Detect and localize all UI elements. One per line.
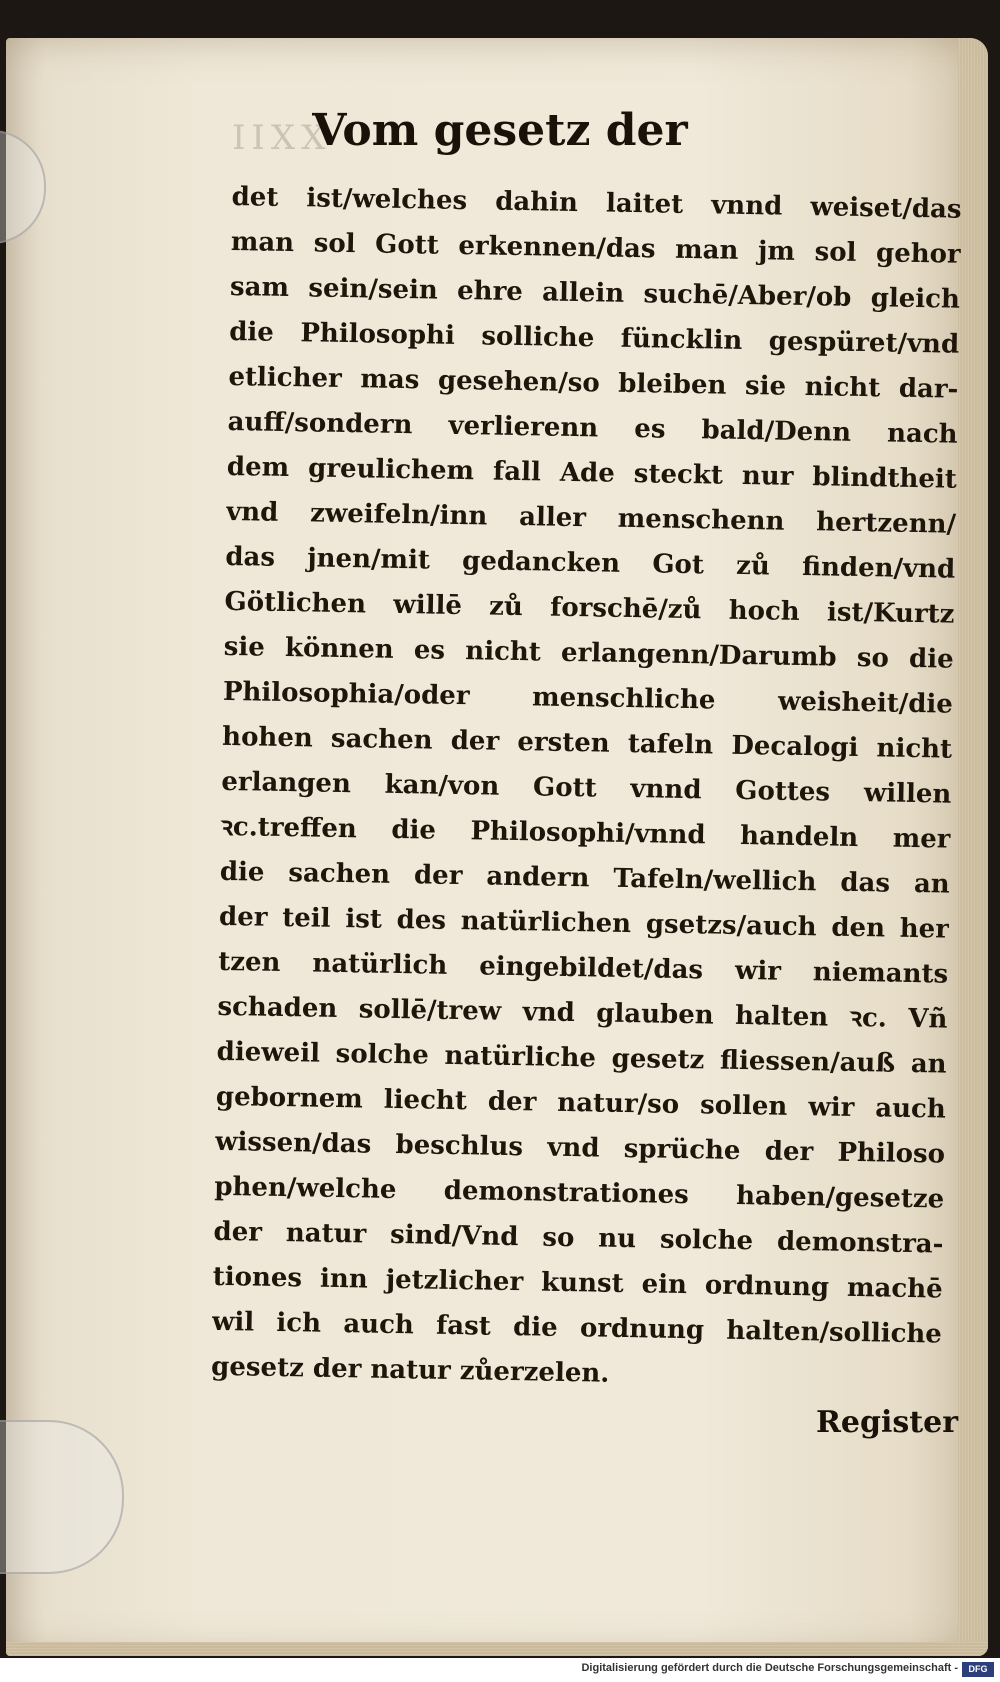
- text-line: Philosophia/oder menschliche weisheit/die: [222, 676, 954, 720]
- text-line: wissen/das beschlus vnd sprüche der Philoso: [214, 1126, 946, 1170]
- text-line: die sachen der andern Tafeln/wellich das an: [219, 856, 950, 900]
- text-line: man sol Gott erkennen/das man jm sol gehor: [230, 226, 961, 270]
- text-line: gesetz der natur zůerzelen.: [210, 1351, 610, 1389]
- text-line: ꝛc.treffen die Philosophi/vnnd handeln mer: [220, 811, 951, 855]
- text-line: Götlichen willē zů forschē/zů hoch ist/Kurtz: [224, 586, 955, 630]
- running-heading: Vom gesetz der: [312, 105, 688, 156]
- catchword: Register: [815, 1405, 958, 1440]
- text-line: etlicher mas gesehen/so bleiben sie nicht dar-: [228, 361, 959, 405]
- text-line: der natur sind/Vnd so nu solche demonstra-: [213, 1216, 944, 1260]
- ghost-folio-number: IIXX: [232, 118, 332, 158]
- text-line: schaden sollē/trew vnd glauben halten ꝛc. Vñ: [217, 991, 948, 1035]
- text-line: dem greulichem fall Ade steckt nur blindtheit: [226, 451, 958, 495]
- page-fore-edge: [958, 38, 988, 1656]
- body-text: [211, 175, 962, 1403]
- text-line: erlangen kan/von Gott vnnd Gottes willen: [221, 766, 952, 810]
- text-line: die Philosophi solliche füncklin gespüret/vnd: [228, 316, 960, 360]
- text-line: wil ich auch fast die ordnung halten/solliche: [211, 1306, 943, 1350]
- text-line: det ist/welches dahin laitet vnnd weiset/das: [231, 181, 962, 225]
- dfg-logo: DFG: [962, 1662, 994, 1677]
- text-line: das jnen/mit gedancken Got zů finden/vnd: [225, 541, 956, 585]
- text-line: gebornem liecht der natur/so sollen wir auch: [215, 1081, 947, 1125]
- text-line: sie können es nicht erlangenn/Darumb so die: [223, 631, 954, 675]
- text-line: tiones inn jetzlicher kunst ein ordnung machē: [212, 1261, 943, 1305]
- text-line: auff/sondern verlierenn es bald/Denn nach: [227, 406, 958, 450]
- page-bottom-edge: [6, 1642, 988, 1656]
- footer-bar: [0, 1658, 1000, 1682]
- text-line: der teil ist des natürlichen gsetzs/auch den her: [218, 901, 950, 945]
- text-line: dieweil solche natürliche gesetz fliessen/auß an: [216, 1036, 947, 1080]
- text-line: sam sein/sein ehre allein suchē/Aber/ob gleich: [229, 271, 961, 315]
- text-line: tzen natürlich eingebildet/das wir niemants: [218, 946, 949, 990]
- text-line: vnd zweifeln/inn aller menschenn hertzenn/: [225, 496, 957, 540]
- text-line: hohen sachen der ersten tafeln Decalogi nicht: [221, 721, 953, 765]
- text-line: phen/welche demonstrationes haben/gesetze: [214, 1171, 945, 1215]
- footer-credit: Digitalisierung gefördert durch die Deutsche Forschungsgemeinschaft -: [581, 1662, 958, 1674]
